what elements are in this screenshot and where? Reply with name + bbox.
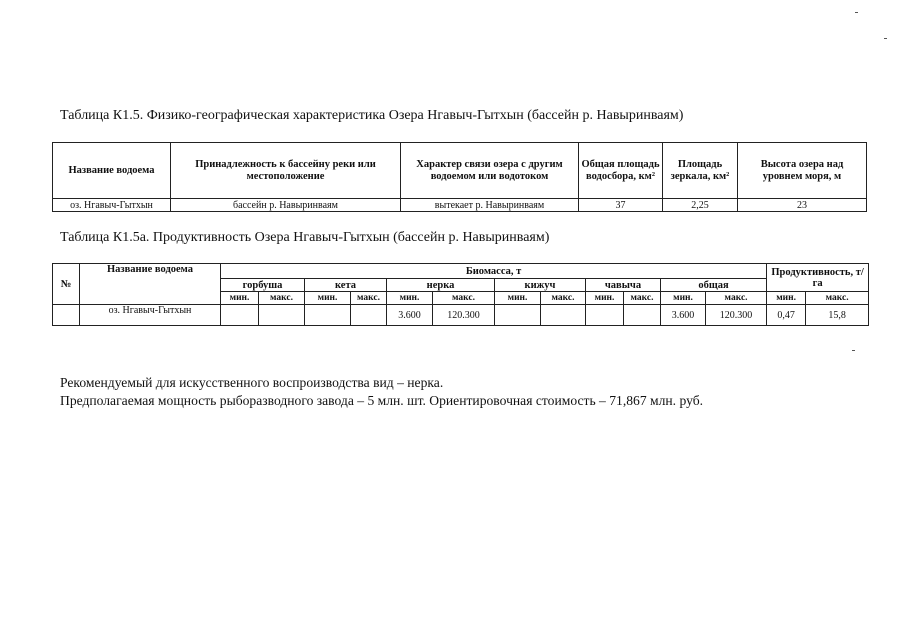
- table-header-row: [53, 264, 869, 279]
- header-min: мин.: [767, 292, 806, 305]
- header-species-total: общая: [661, 279, 767, 292]
- header-max: макс.: [806, 292, 869, 305]
- cell-mirror-area: 2,25: [663, 199, 738, 212]
- header-min: мин.: [661, 292, 706, 305]
- header-species-chinook: чавыча: [586, 279, 661, 292]
- cell-productivity-min: 0,47: [767, 305, 806, 326]
- header-species-chum: кета: [305, 279, 387, 292]
- cell-water-body-name: оз. Нгавыч-Гытхын: [80, 305, 221, 326]
- cell-productivity-max: 15,8: [806, 305, 869, 326]
- cell-chinook-max: [624, 305, 661, 326]
- scan-speck: [855, 12, 858, 13]
- cell-coho-max: [541, 305, 586, 326]
- scan-speck: [884, 38, 887, 39]
- header-min: мин.: [221, 292, 259, 305]
- header-catchment-area: Общая площадь водосбора, км²: [579, 143, 663, 199]
- cell-basin: бассейн р. Навыринваям: [171, 199, 401, 212]
- header-min: мин.: [305, 292, 351, 305]
- header-max: макс.: [259, 292, 305, 305]
- table2-caption: Таблица К1.5а. Продуктивность Озера Нгавыч-Гытхын (бассейн р. Навыринваям): [60, 230, 550, 245]
- cell-altitude: 23: [738, 199, 867, 212]
- cell-pink-salmon-min: [221, 305, 259, 326]
- cell-total-max: 120.300: [706, 305, 767, 326]
- cell-water-body-name: оз. Нгавыч-Гытхын: [53, 199, 171, 212]
- cell-chum-max: [351, 305, 387, 326]
- header-connection: Характер связи озера с другим водоемом или водотоком: [401, 143, 579, 199]
- header-biomass: Биомасса, т: [221, 264, 767, 279]
- table-header-row: [53, 143, 867, 199]
- cell-total-min: 3.600: [661, 305, 706, 326]
- header-mirror-area: Площадь зеркала, км²: [663, 143, 738, 199]
- header-water-body-name: Название водоема: [53, 143, 171, 199]
- physical-geographic-table: [52, 142, 867, 212]
- cell-catchment-area: 37: [579, 199, 663, 212]
- cell-chum-min: [305, 305, 351, 326]
- header-max: макс.: [351, 292, 387, 305]
- header-min: мин.: [387, 292, 433, 305]
- table-row: [53, 305, 869, 326]
- header-max: макс.: [541, 292, 586, 305]
- header-min: мин.: [495, 292, 541, 305]
- header-max: макс.: [624, 292, 661, 305]
- paragraph-recommended-species: Рекомендуемый для искусственного воспроизводства вид – нерка.: [60, 375, 444, 390]
- header-max: макс.: [706, 292, 767, 305]
- header-basin: Принадлежность к бассейну реки или местоположение: [171, 143, 401, 199]
- header-max: макс.: [433, 292, 495, 305]
- table1-caption: Таблица К1.5. Физико-географическая характеристика Озера Нгавыч-Гытхын (бассейн р. Навыринваям): [60, 108, 684, 123]
- scan-speck: [852, 350, 855, 351]
- header-productivity: Продуктивность, т/га: [767, 264, 869, 292]
- header-altitude: Высота озера над уровнем моря, м: [738, 143, 867, 199]
- table-row: [53, 199, 867, 212]
- header-species-sockeye: нерка: [387, 279, 495, 292]
- header-number: №: [53, 264, 80, 305]
- productivity-table: [52, 263, 869, 326]
- header-min: мин.: [586, 292, 624, 305]
- paragraph-hatchery-capacity: Предполагаемая мощность рыборазводного завода – 5 млн. шт. Ориентировочная стоимость – 71,867 млн. руб.: [60, 393, 704, 408]
- header-species-pink-salmon: горбуша: [221, 279, 305, 292]
- cell-pink-salmon-max: [259, 305, 305, 326]
- cell-coho-min: [495, 305, 541, 326]
- cell-number: [53, 305, 80, 326]
- header-species-coho: кижуч: [495, 279, 586, 292]
- cell-sockeye-max: 120.300: [433, 305, 495, 326]
- cell-connection: вытекает р. Навыринваям: [401, 199, 579, 212]
- cell-sockeye-min: 3.600: [387, 305, 433, 326]
- cell-chinook-min: [586, 305, 624, 326]
- header-water-body-name: Название водоема: [80, 264, 221, 305]
